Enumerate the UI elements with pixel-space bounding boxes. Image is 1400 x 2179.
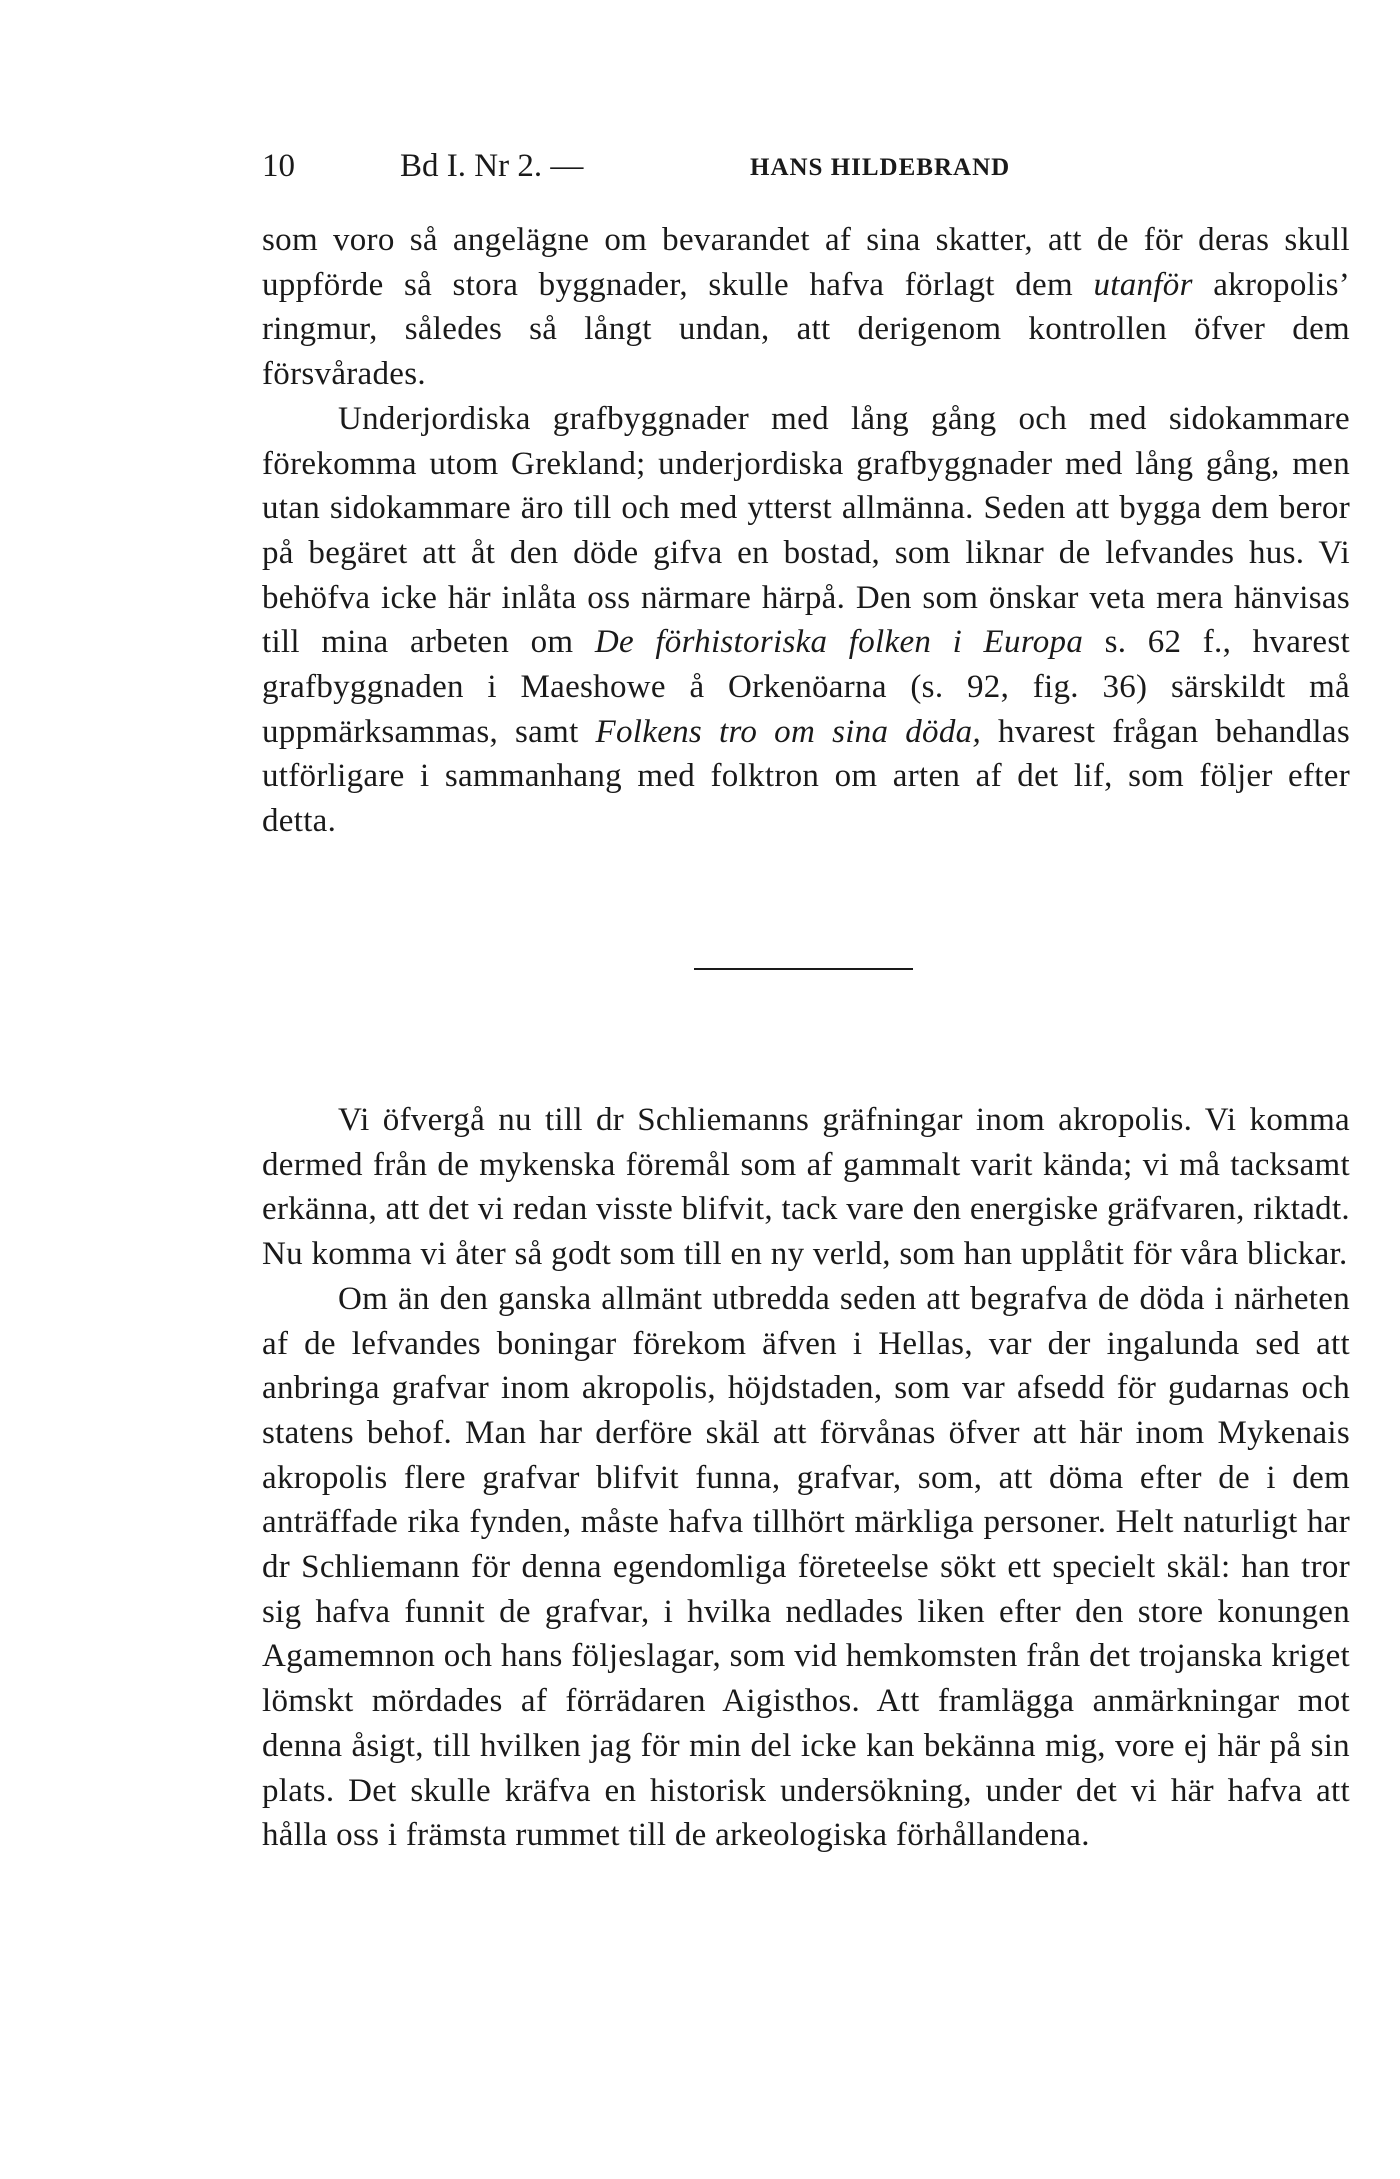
paragraph: Vi öfvergå nu till dr Schliemanns gräfningar inom akropolis. Vi komma dermed från de mykenska föremål som af gammalt varit kända; vi må tacksamt erkänna, att det vi redan visste blifvit, tack vare den energiske gräfvaren, riktadt. Nu komma vi åter så godt som till en ny verld, som han upplåtit för våra blickar. bbox=[262, 1102, 1350, 1273]
emphasis: utanför bbox=[1093, 266, 1193, 303]
paragraph bbox=[262, 397, 1350, 844]
text-block-top bbox=[262, 218, 1350, 844]
text-run: som voro så angelägne om bevarandet af sina skatter, att de för deras skull uppförde så stora byggnader, skulle hafva förlagt dem bbox=[262, 222, 1350, 303]
paragraph: Om än den ganska allmänt utbredda seden att begrafva de döda i närheten af de lefvandes boningar förekom äfven i Hellas, var der ingalunda sed att anbringa grafvar inom akropolis, höjdstaden, som var afsedd för gudarnas och statens behof. Man har derföre skäl att förvånas öfver att här inom Mykenais akropolis flere grafvar blifvit funna, grafvar, som, att döma efter de i dem anträffade rika fynden, måste hafva tillhört märkliga personer. Helt naturligt har dr Schliemann för denna egendomliga företeelse sökt ett specielt skäl: han tror sig hafva funnit de grafvar, i hvilka nedlades liken efter den store konungen Agamemnon och hans följeslagar, som vid hemkomsten från det trojanska kriget lömskt mördades af förrädaren Aigisthos. Att framlägga anmärkningar mot denna åsigt, till hvilken jag för min del icke kan bekänna mig, vore ej här på sin plats. Det skulle kräfva en historisk undersökning, under det vi här hafva att hålla oss i främsta rummet till de arkeologiska förhållandena. bbox=[262, 1280, 1350, 1854]
volume-reference: Bd I. Nr 2. — bbox=[400, 148, 584, 184]
section-divider bbox=[694, 968, 913, 970]
book-title: De förhistoriska folken i Europa bbox=[594, 624, 1084, 661]
author-name: HANS HILDEBRAND bbox=[750, 154, 1011, 181]
text-block-bottom bbox=[262, 1098, 1350, 1858]
book-title: Folkens tro om sina döda, bbox=[595, 713, 981, 750]
text-run: hvarest frågan behandlas utförligare i sammanhang med folktron om arten af det lif, som följer efter detta. bbox=[262, 713, 1350, 840]
text-run: Underjordiska grafbyggnader med lång gång och med sidokammare förekomma utom Grekland; underjordiska grafbyggnader med lång gång, men utan sidokammare äro till och med ytterst allmänna. Seden att bygga dem beror på begäret att åt den döde gifva en bostad, som liknar de lefvandes hus. Vi behöfva icke här inlåta oss närmare härpå. Den som önskar veta mera hänvisas till mina arbeten om bbox=[262, 400, 1350, 661]
running-header bbox=[262, 148, 1072, 196]
paragraph bbox=[262, 218, 1350, 397]
text-run: s. 62 f., hvarest grafbyggnaden i Maeshowe å Orkenöarna (s. 92, fig. 36) särskildt må uppmärksammas, samt bbox=[262, 624, 1350, 750]
text-run: akropolis’ ringmur, således så långt undan, att derigenom kontrollen öfver dem försvårades. bbox=[262, 266, 1350, 393]
page-number: 10 bbox=[262, 148, 295, 184]
